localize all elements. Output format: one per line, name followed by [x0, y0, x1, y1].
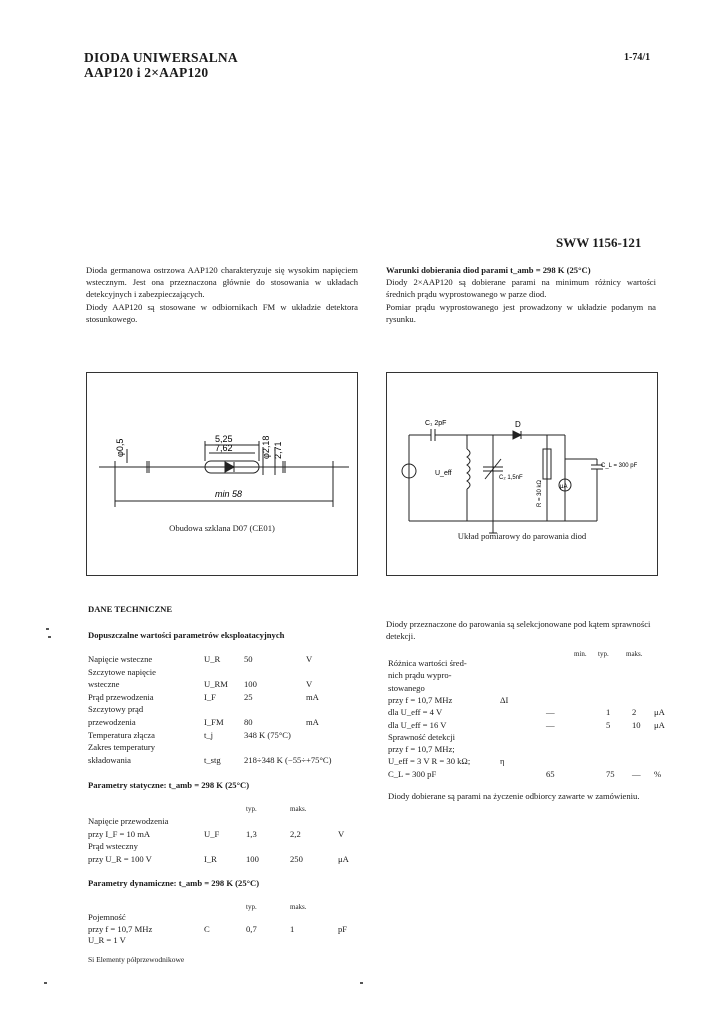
table-row	[388, 683, 660, 695]
dynamic-heading: Parametry dynamiczne:	[88, 878, 177, 888]
cell-unit: %	[654, 768, 662, 779]
cell-sym: C	[204, 923, 210, 934]
cell-typ: 5	[606, 719, 611, 730]
diode-d-symbol	[513, 431, 521, 439]
cell-min: —	[546, 719, 555, 730]
table-row	[88, 717, 360, 730]
limits-heading: Dopuszczalne wartości parametrów eksploatacyjnych	[88, 630, 285, 640]
cell-min: —	[546, 707, 555, 718]
cell-name: Szczytowy prąd	[88, 704, 144, 715]
cell-sym: U_F	[204, 828, 220, 839]
table-row	[388, 756, 660, 768]
dim-271-label: 2,71	[273, 441, 283, 459]
intro-right	[386, 264, 656, 325]
cell-name: składowania	[88, 754, 131, 765]
cell-sym: U_RM	[204, 679, 228, 690]
table-row	[388, 744, 660, 756]
cell-typ: 1	[606, 707, 611, 718]
coil-symbol	[467, 449, 470, 489]
table-row	[88, 742, 360, 755]
cell-val: 25	[244, 691, 253, 702]
package-figure	[86, 372, 358, 576]
cell-name: dla U_eff = 4 V	[388, 707, 443, 718]
cell-unit: μA	[654, 707, 665, 718]
cell-val: 50	[244, 654, 253, 664]
circuit-figure	[386, 372, 658, 576]
table-row	[88, 829, 360, 842]
dim-dia-label: φ0,5	[115, 438, 125, 457]
scan-tick	[44, 982, 47, 984]
table-row	[388, 707, 665, 719]
document-title	[84, 50, 238, 80]
cell-name: przy f = 10,7 MHz	[88, 923, 153, 934]
table-row	[88, 755, 360, 768]
pairing-heading-text: Warunki dobierania diod parami	[386, 265, 509, 275]
cell-name: U_eff = 3 V R = 30 kΩ;	[388, 756, 471, 767]
intro-left-p2: Diody AAP120 są stosowane w odbiornikach FM w układzie detektora stosunkowego.	[86, 301, 358, 324]
cell-name: przewodzenia	[88, 717, 136, 727]
dynamic-heading-line	[88, 878, 259, 888]
table-row	[388, 658, 660, 670]
cell-name: U_R = 1 V	[88, 935, 126, 945]
table-row	[88, 924, 360, 936]
cell-name: Temperatura złącza	[88, 729, 155, 740]
static-heading: Parametry statyczne:	[88, 780, 167, 790]
cell-name: przy f = 10,7 MHz	[388, 694, 453, 705]
cell-val: 80	[244, 717, 253, 727]
cell-name: Różnica wartości śred-	[388, 658, 467, 668]
cell-name: przy U_R = 100 V	[88, 853, 152, 864]
cell-unit: V	[306, 654, 313, 664]
table-row	[88, 841, 360, 854]
dim-218-label: φ2,18	[261, 435, 271, 459]
cell-val: 218÷348 K (−55÷+75°C)	[244, 754, 332, 765]
page-reference: 1-74/1	[624, 52, 651, 63]
cell-name: stowanego	[388, 682, 425, 693]
cell-unit: mA	[306, 691, 319, 702]
dim-min58-label: min 58	[215, 489, 243, 499]
cell-max: 2,2	[290, 828, 301, 839]
cell-name: Sprawność detekcji	[388, 731, 456, 742]
table-row	[88, 730, 360, 743]
static-max-header: maks.	[290, 805, 307, 813]
cell-name: Pojemność	[88, 912, 126, 922]
pairing-note: Diody dobierane są parami na życzenie odbiorcy zawarte w zamówieniu.	[388, 791, 640, 801]
intro-right-p2: Pomiar prądu wyprostowanego jest prowadzony w układzie podanym na rysunku.	[386, 301, 656, 324]
cell-name: Prąd wsteczny	[88, 841, 138, 852]
cell-min: 65	[546, 768, 555, 779]
cell-sym: t_j	[204, 729, 214, 740]
cell-sym: I_R	[204, 853, 217, 864]
cell-unit: pF	[338, 923, 348, 934]
cell-name: Prąd przewodzenia	[88, 691, 154, 702]
circuit-caption: Układ pomiarowy do parowania diod	[457, 531, 587, 541]
table-row	[88, 692, 360, 705]
tech-heading: DANE TECHNICZNE	[88, 604, 173, 614]
cell-sym: I_F	[204, 691, 216, 702]
table-row	[88, 704, 360, 717]
static-cond: t_amb = 298 K (25°C)	[168, 780, 250, 790]
cell-unit: V	[338, 828, 345, 839]
c1-label: C₁ 2pF	[425, 420, 447, 427]
table-row	[88, 935, 360, 947]
cell-sym: t_stg	[204, 754, 221, 765]
scan-tick	[360, 982, 363, 984]
table-row	[388, 732, 660, 744]
footer-series: Si Elementy półprzewodnikowe	[88, 955, 185, 964]
pairing-col-typ: typ.	[598, 650, 609, 658]
pairing-intro: Diody przeznaczone do parowania są selekcjonowane pod kątem sprawności detekcji.	[386, 619, 651, 642]
pairing-col-min: min.	[574, 650, 587, 658]
cell-max: 1	[290, 923, 295, 934]
meter-label: μA	[560, 484, 568, 490]
table-row	[88, 654, 360, 667]
cell-max: —	[632, 768, 641, 779]
cell-name: przy f = 10,7 MHz;	[388, 744, 455, 755]
dynamic-typ-header: typ.	[246, 903, 257, 911]
table-row	[388, 695, 660, 707]
cell-name: C_L = 300 pF	[388, 768, 437, 779]
cell-sym: I_FM	[204, 717, 224, 727]
dynamic-max-header: maks.	[290, 903, 307, 911]
ueff-label: U_eff	[435, 470, 452, 477]
static-typ-header: typ.	[246, 805, 257, 813]
cell-sym: ΔI	[500, 694, 509, 705]
r-label: R = 30 kΩ	[537, 480, 543, 507]
cell-name: dla U_eff = 16 V	[388, 719, 447, 730]
scan-tick	[48, 636, 51, 638]
catalog-number: SWW 1156-121	[556, 235, 642, 250]
table-row	[388, 719, 665, 732]
cell-val: 100	[244, 679, 257, 690]
diode-symbol	[225, 462, 234, 472]
cell-name: Napięcie wsteczne	[88, 654, 153, 664]
cell-name: Zakres temperatury	[88, 742, 156, 753]
dim-525-label: 5,25	[215, 434, 233, 444]
intro-left	[86, 264, 358, 325]
cell-unit: μA	[338, 853, 349, 864]
table-row	[388, 670, 660, 682]
cell-typ: 100	[246, 853, 259, 864]
cell-unit: mA	[306, 717, 319, 727]
scan-tick	[46, 628, 49, 630]
package-caption: Obudowa szklana D07 (CE01)	[169, 523, 275, 533]
cell-name: wsteczne	[88, 679, 120, 690]
table-row	[88, 854, 360, 867]
cell-sym: η	[500, 756, 505, 767]
cell-name: Napięcie przewodzenia	[88, 816, 169, 826]
cell-max: 2	[632, 707, 637, 718]
cell-typ: 75	[606, 768, 615, 779]
title-line-2: AAP120 i 2×AAP120	[84, 65, 209, 80]
title-line-1: DIODA UNIWERSALNA	[84, 50, 238, 65]
table-row	[388, 769, 660, 781]
intro-left-p1: Dioda germanowa ostrzowa AAP120 charakteryzuje się wysokim napięciem wstecznym. Jest ona przeznaczona głównie do stosowania w układach detekcyjnych i zabezpieczających.	[86, 265, 358, 300]
cell-name: nich prądu wypro-	[388, 670, 452, 681]
cell-typ: 1,3	[246, 828, 257, 839]
cell-typ: 0,7	[246, 923, 257, 934]
pairing-heading-cond: t_amb = 298 K (25°C)	[510, 265, 591, 275]
cell-unit: μA	[654, 719, 665, 730]
cell-name: Szczytowe napięcie	[88, 666, 156, 677]
cell-val: 348 K (75°C)	[244, 729, 291, 740]
pairing-conditions-heading	[386, 264, 656, 276]
cell-unit: V	[306, 679, 313, 690]
table-row	[88, 667, 360, 680]
cell-name: przy I_F = 10 mA	[88, 828, 151, 839]
dynamic-cond: t_amb = 298 K (25°C)	[178, 878, 260, 888]
intro-right-p1: Diody 2×AAP120 są dobierane parami na minimum różnicy wartości średnich prądu wyprostowanego w parze diod.	[386, 277, 656, 300]
pairing-col-max: maks.	[626, 650, 643, 658]
table-row	[88, 679, 360, 692]
cell-max: 10	[632, 719, 641, 730]
diode-label: D	[515, 420, 521, 429]
cell-sym: U_R	[204, 654, 221, 664]
cl-label: C_L = 300 pF	[601, 463, 638, 469]
cell-max: 250	[290, 853, 303, 864]
table-row	[88, 912, 360, 924]
dim-762-label: 7,62	[215, 443, 233, 453]
table-row	[88, 816, 360, 829]
static-heading-line	[88, 780, 249, 790]
c2-label: C₂ 1,5nF	[499, 475, 523, 481]
